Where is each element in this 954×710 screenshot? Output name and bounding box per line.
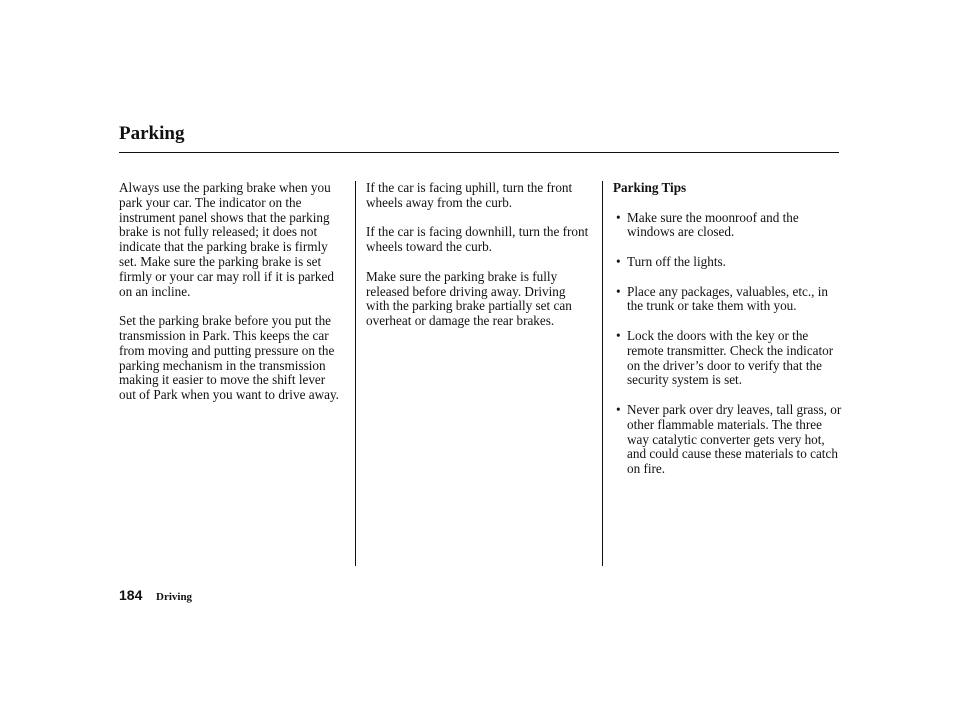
bullet-icon: • [616, 209, 621, 225]
column-3 [613, 181, 843, 492]
paragraph-release-brake: Make sure the parking brake is fully released before driving away. Driving with the parking brake partially set can overheat or damage the rear brakes. [366, 268, 572, 329]
parking-tips-list [613, 211, 843, 477]
tip-text: Make sure the moonroof and the windows are closed. [627, 209, 799, 240]
paragraph-parking-brake-usage: Always use the parking brake when you park your car. The indicator on the instrument panel shows that the parking brake is not fully released; it does not indicate that the parking brake is firmly set. Make sure the parking brake is set firmly or your car may roll if it is parked on an incline. [119, 180, 334, 299]
tip-text: Place any packages, valuables, etc., in the trunk or take them with you. [627, 283, 829, 314]
list-item [613, 285, 843, 315]
parking-tips-heading: Parking Tips [613, 180, 687, 195]
paragraph-downhill: If the car is facing downhill, turn the front wheels toward the curb. [366, 224, 589, 255]
column-2 [366, 181, 592, 344]
bullet-icon: • [616, 401, 621, 417]
bullet-icon: • [616, 253, 621, 269]
tip-text: Lock the doors with the key or the remote transmitter. Check the indicator on the driver’s door to verify that the security system is set. [627, 327, 834, 388]
column-divider-1 [355, 181, 356, 566]
list-item [613, 211, 843, 241]
bullet-icon: • [616, 327, 621, 343]
list-item [613, 403, 843, 477]
page-number: 184 [119, 587, 143, 603]
section-name: Driving [156, 591, 193, 603]
tip-text: Never park over dry leaves, tall grass, or other flammable materials. The three way catalytic converter gets very hot, and could cause these materials to catch on fire. [627, 401, 842, 477]
bullet-icon: • [616, 283, 621, 299]
title-rule [119, 152, 839, 153]
page-title: Parking [119, 123, 185, 144]
column-1 [119, 181, 345, 418]
column-divider-2 [602, 181, 603, 566]
paragraph-set-before-park: Set the parking brake before you put the transmission in Park. This keeps the car from moving and putting pressure on the parking mechanism in the transmission making it easier to move the shift lever out of Park when you want to drive away. [119, 313, 343, 403]
tip-text: Turn off the lights. [627, 253, 726, 269]
list-item [613, 329, 843, 388]
paragraph-uphill: If the car is facing uphill, turn the front wheels away from the curb. [366, 180, 573, 210]
list-item [613, 255, 843, 270]
